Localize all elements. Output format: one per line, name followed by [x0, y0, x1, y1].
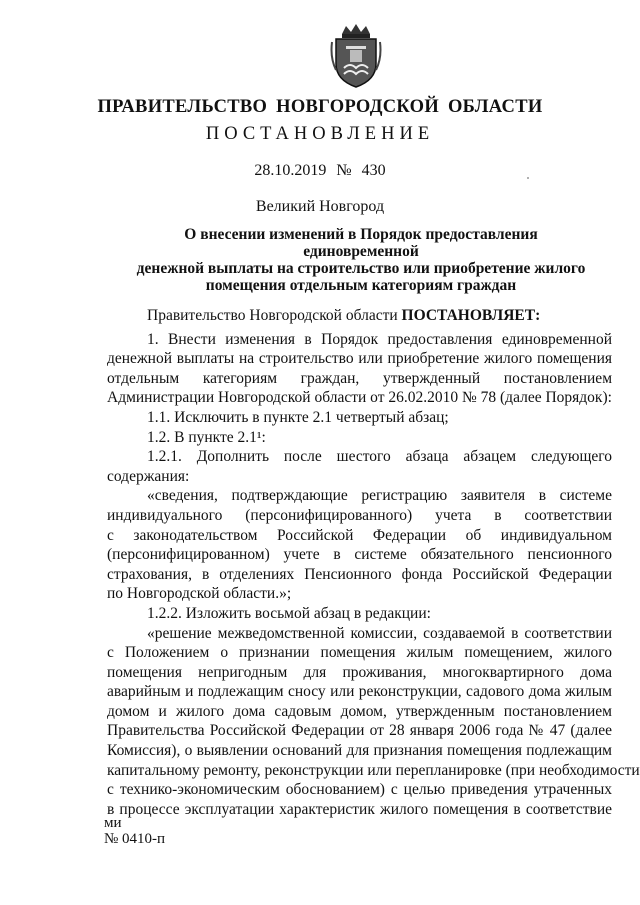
title-line: О внесении изменений в Порядок предоставления единовременной	[184, 226, 538, 260]
opening-prefix: Правительство Новгородской области	[147, 307, 398, 324]
opening-bold: ПОСТАНОВЛЯЕТ:	[401, 307, 541, 324]
number-sign: №	[336, 162, 352, 179]
body-line: Администрации Новгородской области от 26.02.2010 № 78 (далее Порядок):	[107, 389, 612, 407]
organization-name: ПРАВИТЕЛЬСТВО НОВГОРОДСКОЙ ОБЛАСТИ	[97, 97, 543, 117]
body-line: Правительства Российской Федерации от 28 января 2006 года № 47 (далее	[107, 722, 612, 740]
title-line: помещения отдельным категориям граждан	[205, 277, 517, 294]
document-title	[126, 226, 596, 294]
document-body	[107, 306, 640, 819]
scan-speck	[527, 177, 529, 179]
coat-of-arms-icon	[330, 24, 382, 88]
body-line: денежной выплаты на строительство или приобретение жилого помещения	[107, 350, 612, 368]
body-line: отдельным категориям граждан, утвержденный постановлением	[107, 369, 612, 387]
date-number-line	[0, 162, 640, 180]
body-line: с технико-экономическим обоснованием) с целью приведения утраченных	[107, 781, 612, 799]
form-number: № 0410-п	[104, 831, 166, 847]
document-number: 430	[361, 162, 386, 179]
body-line: (персонифицированном) учете в системе обязательного пенсионного	[107, 546, 612, 564]
footer-initials: ми	[104, 815, 122, 831]
body-line: 1.1. Исключить в пункте 2.1 четвертый абзац;	[147, 408, 449, 426]
body-line: аварийным и подлежащим сносу или реконструкции, садового дома жилым	[107, 683, 612, 701]
body-line: «решение межведомственной комиссии, создаваемой в соответствии	[147, 624, 612, 642]
body-line: помещения непригодным для проживания, многоквартирного дома	[107, 663, 612, 681]
body-line: 1.2.2. Изложить восьмой абзац в редакции:	[147, 604, 431, 622]
body-line: с законодательством Российской Федерации об индивидуальном	[107, 526, 612, 544]
body-line: 1. Внести изменения в Порядок предоставления единовременной	[147, 330, 612, 348]
body-line: индивидуального (персонифицированного) учета в соответствии	[107, 506, 612, 524]
body-line: Комиссия), о выявлении оснований для признания помещения подлежащим	[107, 742, 612, 760]
body-line: содержания:	[107, 467, 190, 485]
body-line: 1.2.1. Дополнить после шестого абзаца абзацем следующего	[147, 448, 612, 466]
city: Великий Новгород	[255, 198, 385, 215]
title-line: денежной выплаты на строительство или приобретение жилого	[136, 260, 586, 277]
body-line: с Положением о признании помещения жилым помещением, жилого	[107, 644, 612, 662]
document-date: 28.10.2019	[254, 162, 327, 179]
body-line: 1.2. В пункте 2.1¹:	[147, 428, 266, 446]
opening-paragraph	[107, 306, 612, 326]
footer-block	[104, 815, 165, 847]
document-type: ПОСТАНОВЛЕНИЕ	[205, 124, 435, 144]
body-line: по Новгородской области.»;	[107, 585, 292, 603]
body-line: в процессе эксплуатации характеристик жилого помещения в соответствие	[107, 800, 612, 818]
body-line: домом и жилого дома садовым домом, утвержденным постановлением	[107, 702, 612, 720]
body-line: «сведения, подтверждающие регистрацию заявителя в системе	[147, 487, 612, 505]
body-line: страхования, в отделениях Пенсионного фонда Российской Федерации	[107, 565, 612, 583]
body-line: капитальному ремонту, реконструкции или перепланировке (при необходимости	[107, 761, 640, 779]
